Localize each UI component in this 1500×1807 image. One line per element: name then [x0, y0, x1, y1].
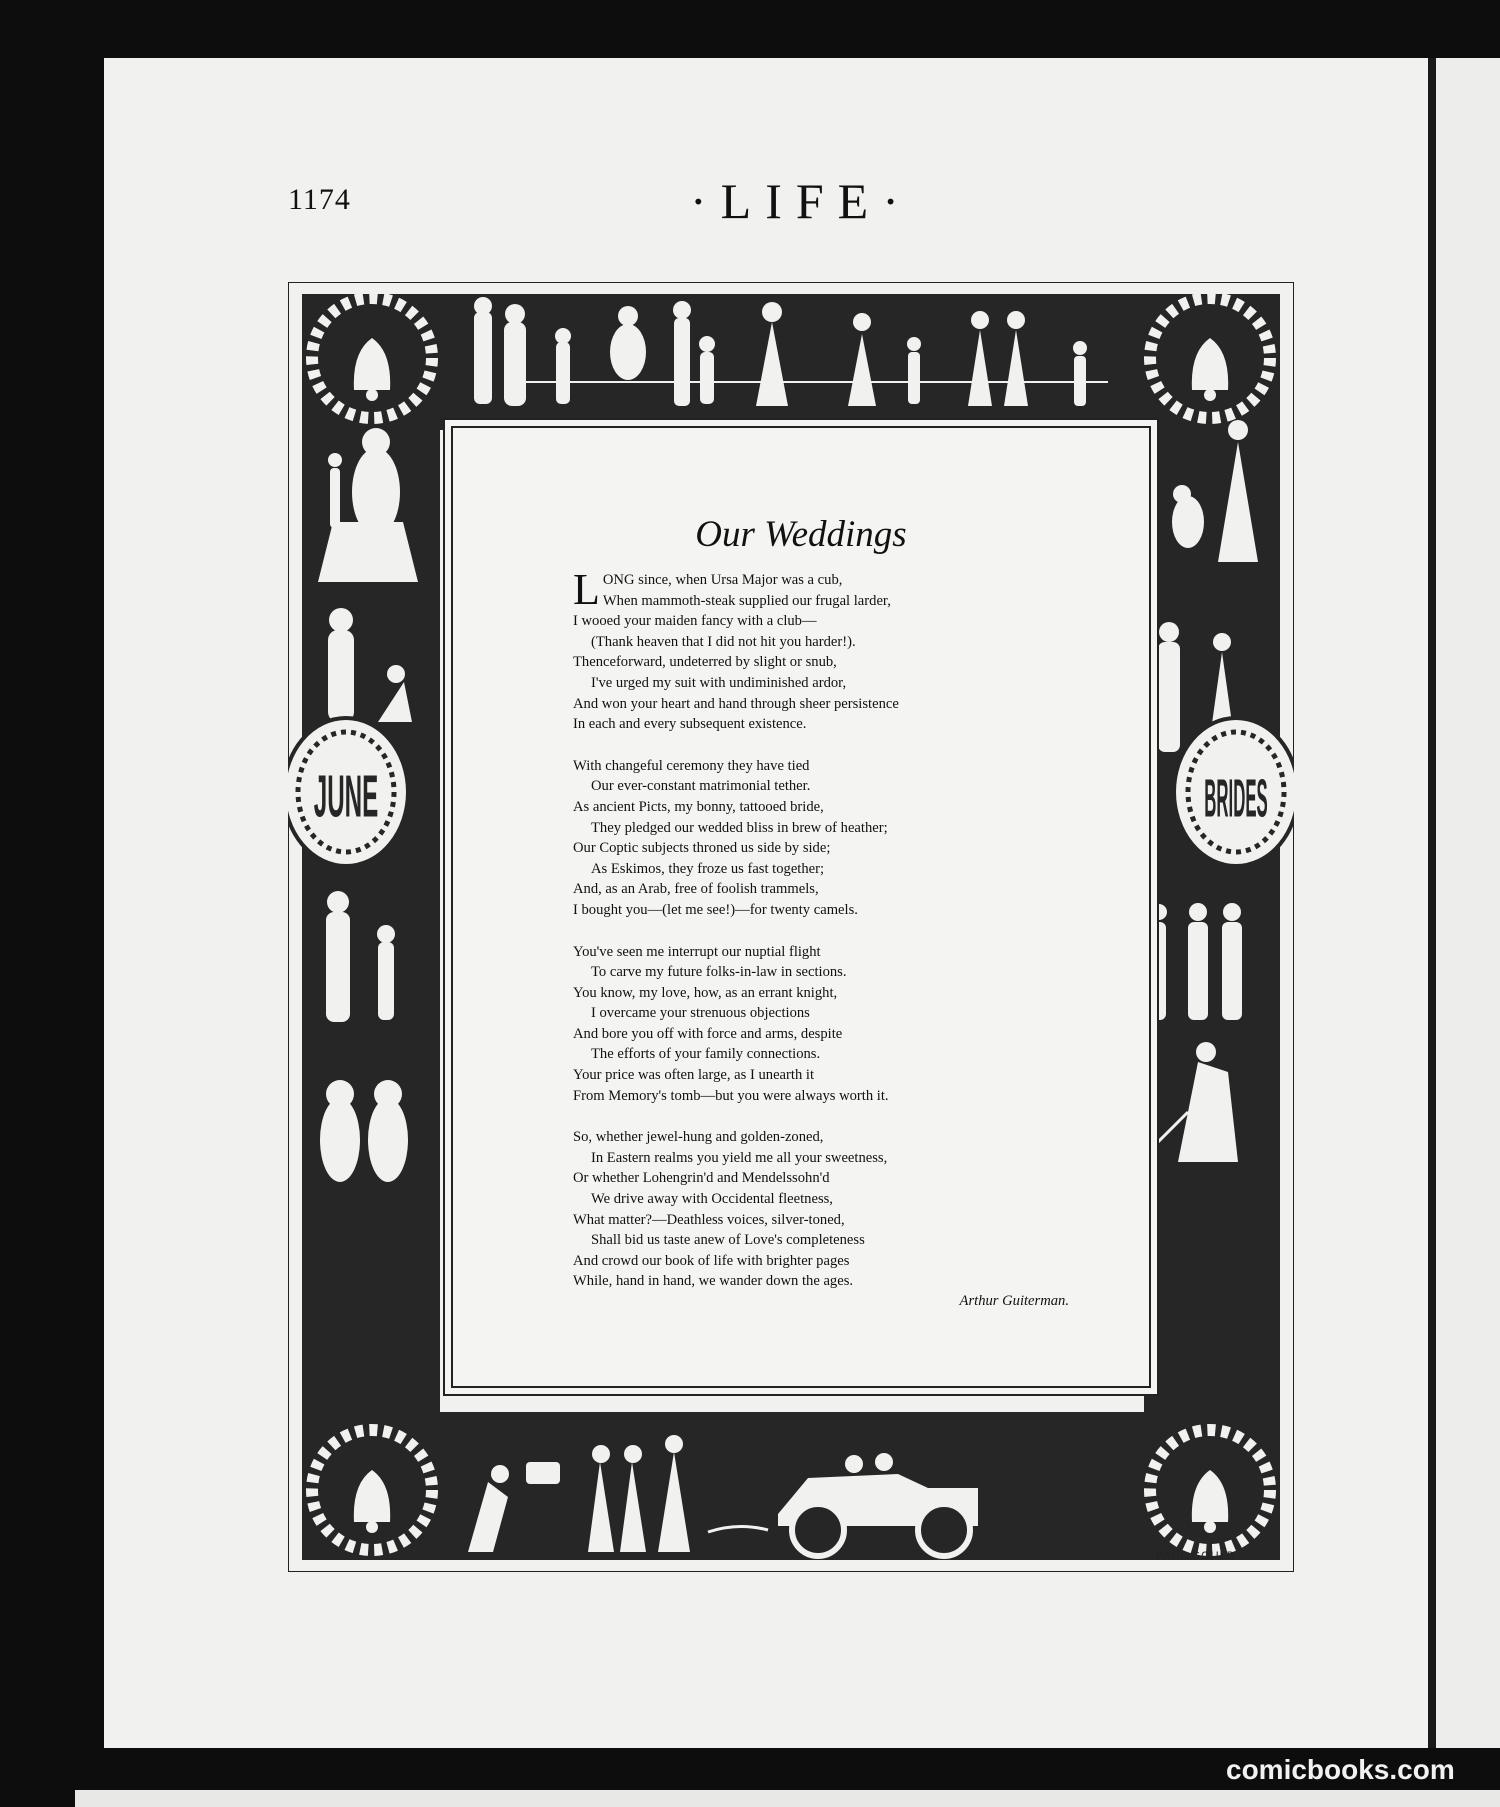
poem-line: And bore you off with force and arms, despite: [573, 1025, 843, 1042]
poem-line: With changeful ceremony they have tied: [573, 757, 810, 774]
poem-line: And, as an Arab, free of foolish trammels,: [573, 881, 819, 898]
poem-line: As ancient Picts, my bonny, tattooed bride,: [573, 798, 824, 815]
poem-line: While, hand in hand, we wander down the ages.: [573, 1273, 854, 1290]
poem-stanza: [573, 565, 1073, 735]
poem-line: To carve my future folks-in-law in sections.: [591, 964, 847, 981]
poem-line: We drive away with Occidental fleetness,: [591, 1191, 833, 1208]
site-watermark: comicbooks.com: [1226, 1754, 1455, 1785]
poem-stanza: [573, 756, 1073, 921]
poem-line: Thenceforward, undeterred by slight or snub,: [573, 654, 837, 671]
poem-line: And crowd our book of life with brighter pages: [573, 1252, 850, 1269]
page-gutter: [1428, 58, 1436, 1748]
poem-line: You know, my love, how, as an errant knight,: [573, 984, 838, 1001]
poem-line: Shall bid us taste anew of Love's completeness: [591, 1232, 865, 1249]
poem-line: They pledged our wedded bliss in brew of heather;: [591, 819, 888, 836]
poem-line: In Eastern realms you yield me all your sweetness,: [591, 1149, 888, 1166]
poem-line: I've urged my suit with undiminished ardor,: [591, 674, 847, 691]
poem-line: I overcame your strenuous objections: [591, 1005, 810, 1022]
poem-panel: [451, 426, 1151, 1388]
poem-line: ONG since, when Ursa Major was a cub,: [602, 572, 843, 588]
poem-line: From Memory's tomb—but you were always worth it.: [573, 1087, 889, 1104]
adjacent-page-edge: [1436, 58, 1500, 1748]
poem-line: The efforts of your family connections.: [591, 1046, 821, 1063]
poem-line: Your price was often large, as I unearth it: [573, 1067, 815, 1084]
poem-line: In each and every subsequent existence.: [573, 716, 807, 733]
poem-line: So, whether jewel-hung and golden-zoned,: [573, 1129, 824, 1146]
poem-stanza: [573, 1127, 1073, 1292]
poem-line: Or whether Lohengrin'd and Mendelssohn'd: [573, 1170, 830, 1187]
poem-line: You've seen me interrupt our nuptial flight: [573, 943, 821, 960]
poem-line: (Thank heaven that I did not hit you harder!).: [591, 633, 856, 650]
next-page-edge: [75, 1790, 1500, 1807]
poem-line: When mammoth-steak supplied our frugal larder,: [602, 592, 891, 609]
poem-stanza: [573, 942, 1073, 1107]
page-number: 1174: [288, 183, 351, 216]
poem-line: What matter?—Deathless voices, silver-toned,: [573, 1211, 845, 1228]
illustrator-signature: PAUL GOULD: [1156, 1550, 1236, 1562]
poem-line: Our Coptic subjects throned us side by side;: [573, 840, 831, 857]
brides-medallion-text: BRIDES: [1204, 769, 1268, 829]
june-medallion-text: JUNE: [313, 762, 379, 830]
poem-line: Our ever-constant matrimonial tether.: [591, 778, 811, 795]
masthead-title: ·LIFE·: [690, 173, 913, 229]
poem-line: And won your heart and hand through sheer persistence: [573, 695, 899, 712]
poem-line: I wooed your maiden fancy with a club—: [573, 613, 817, 630]
poem-line: I bought you—(let me see!)—for twenty camels.: [573, 901, 858, 918]
drop-cap: L: [573, 565, 600, 614]
poem-author: Arthur Guiterman.: [959, 1293, 1069, 1309]
poem-body: [573, 565, 1073, 1313]
poem-line: As Eskimos, they froze us fast together;: [591, 860, 825, 877]
poem-title: Our Weddings: [695, 514, 907, 555]
